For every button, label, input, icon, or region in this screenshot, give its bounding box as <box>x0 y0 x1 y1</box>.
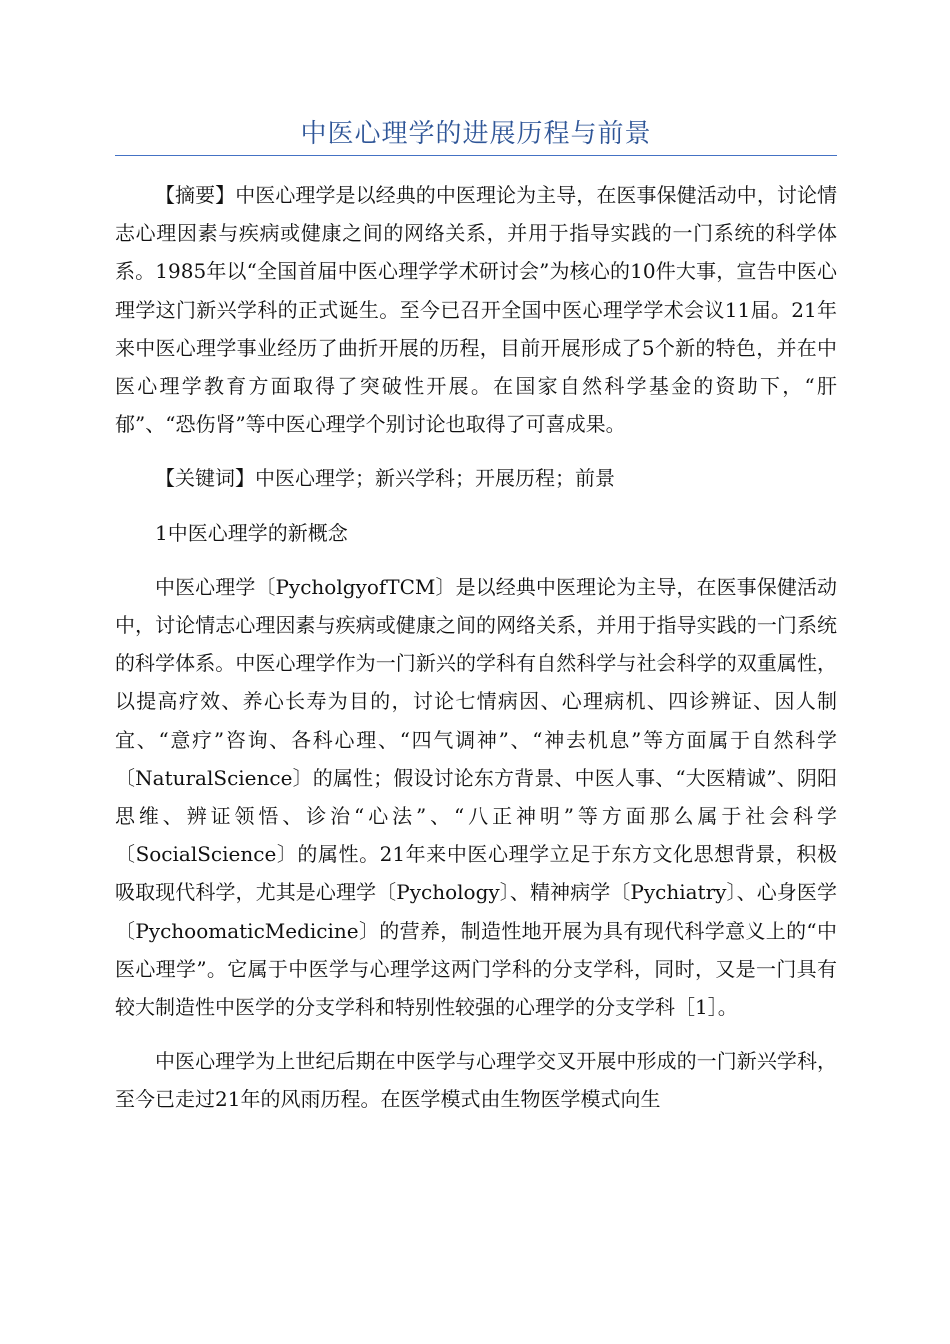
title-underline <box>115 155 837 156</box>
section-heading: 1中医心理学的新概念 <box>155 520 348 545</box>
document-body <box>115 176 837 1119</box>
document-title: 中医心理学的进展历程与前景 <box>300 119 652 149</box>
body-paragraph: 中医心理学〔PycholgyofTCM〕是以经典中医理论为主导，在医事保健活动中，讨论情志心理因素与疾病或健康之间的网络关系，并用于指导实践的一门系统的科学体系。中医心理学作为一门新兴的学科有自然科学与社会科学的双重属性，以提高疗效、养心长寿为目的，讨论七情病因、心理病机、四诊辨证、因人制宜、“意疗”咨询、各科心理、“四气调神”、“神去机息”等方面属于自然科学〔NaturalScience〕的属性；假设讨论东方背景、中医人事、“大医精诚”、阴阳思维、辨证领悟、诊治“心法”、“八正神明”等方面那么属于社会科学〔SocialScience〕的属性。21年来中医心理学立足于东方文化思想背景，积极吸取现代科学，尤其是心理学〔Pychology〕、精神病学〔Pychiatry〕、心身医学〔PychoomaticMedicine〕的营养，制造性地开展为具有现代科学意义上的“中医心理学”。它属于中医学与心理学这两门学科的分支学科，同时，又是一门具有较大制造性中医学的分支学科和特别性较强的心理学的分支学科［1］。 <box>115 574 837 1020</box>
keywords-paragraph: 【关键词】中医心理学；新兴学科；开展历程；前景 <box>155 466 615 491</box>
abstract-paragraph: 【摘要】中医心理学是以经典的中医理论为主导，在医事保健活动中，讨论情志心理因素与疾病或健康之间的网络关系，并用于指导实践的一门系统的科学体系。1985年以“全国首届中医心理学学术研讨会”为核心的10件大事，宣告中医心理学这门新兴学科的正式诞生。至今已召开全国中医心理学学术会议11届。21年来中医心理学事业经历了曲折开展的历程，目前开展形成了5个新的特色，并在中医心理学教育方面取得了突破性开展。在国家自然科学基金的资助下，“肝郁”、“恐伤肾”等中医心理学个别讨论也取得了可喜成果。 <box>115 183 837 437</box>
body-paragraph: 中医心理学为上世纪后期在中医学与心理学交叉开展中形成的一门新兴学科，至今已走过21年的风雨历程。在医学模式由生物医学模式向生 <box>115 1049 837 1112</box>
